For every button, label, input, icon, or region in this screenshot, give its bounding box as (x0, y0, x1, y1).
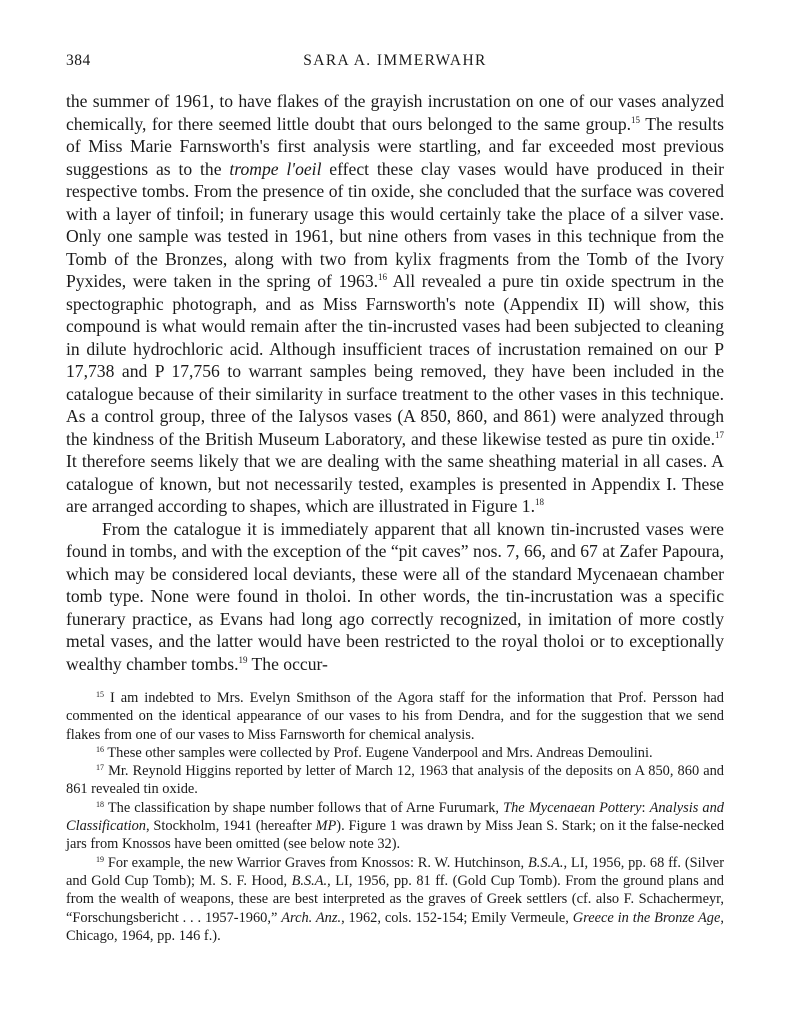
paragraph-2 (66, 518, 724, 676)
footnote-text: , Stockholm, 1941 (hereafter (145, 818, 316, 835)
footnote-ref-18: 18 (535, 497, 544, 507)
body-text (66, 90, 724, 675)
running-head (66, 52, 724, 74)
footnote-17 (66, 762, 724, 799)
text-run: The results of Miss Marie Farnsworth's first analysis were startling, and far exceeded most previous suggestions as to the (66, 113, 724, 179)
footnote-text: , 1962, cols. 152-154; Emily Vermeule, (341, 909, 573, 926)
footnote-18 (66, 799, 724, 854)
italic-phrase: trompe l'oeil (229, 158, 322, 179)
italic-title: The Mycenaean Pottery (503, 799, 642, 816)
running-title: SARA A. IMMERWAHR (303, 52, 487, 69)
footnote-text: Mr. Reynold Higgins reported by letter of March 12, 1963 that analysis of the deposits on A 850, 860 and 861 revealed tin oxide. (66, 763, 724, 798)
footnote-text: For example, the new Warrior Graves from Knossos: R. W. Hutchinson, (107, 854, 528, 871)
footnote-text: : (641, 799, 650, 816)
footnote-text: , LI, 1956, pp. 68 ff. (Silver and Gold Cup Tomb); M. S. F. Hood, (66, 854, 724, 889)
footnote-ref-17: 17 (715, 429, 724, 440)
text-run: All revealed a pure tin oxide spectrum in the spectographic photograph, and as Miss Farnsworth's note (Appendix II) will show, this compound is what would remain after the tin-incrusted vases had been subjected to cleaning in dilute hydrochloric acid. Although insufficient traces of incrustation remained on our P 17,738 and P 17,756 to warrant samples being removed, they have been included in the catalogue because of their similarity in surface treatment to the other vases in this technique. As a control group, three of the Ialysos vases (A 850, 860, and 861) were analyzed through the kindness of the British Museum Laboratory, and these likewise tested as pure tin oxide. (66, 271, 724, 449)
italic-title: Greece in the Bronze Age (572, 909, 721, 926)
text-run: The occur- (247, 653, 328, 674)
footnotes (66, 689, 724, 945)
footnote-19 (66, 854, 724, 945)
text-run: effect these clay vases would have produced in their respective tombs. From the presence of tin oxide, she concluded that the surface was covered with a layer of tinfoil; in funerary usage this would certainly take the place of a silver vase. Only one sample was tested in 1961, but nine others from vases in this technique from the Tomb of the Bronzes, along with two from kylix fragments from the Tomb of the Ivory Pyxides, were taken in the spring of 1963. (66, 158, 724, 291)
paragraph-1 (66, 90, 724, 518)
footnote-number: 16 (96, 744, 104, 754)
footnote-text: ). Figure 1 was drawn by Miss Jean S. Stark; on it the false-necked jars from Knossos have been omitted (see below note 32). (66, 818, 725, 853)
footnote-ref-16: 16 (378, 272, 388, 282)
footnote-text: , LI, 1956, pp. 81 ff. (Gold Cup Tomb). From the ground plans and from the wealth of weapons, these are best interpreted as the graves of Greek settlers (cf. also F. Schachermeyr, “Forschungsbericht . . . 1957-1960,” (66, 872, 724, 926)
footnote-ref-15: 15 (631, 114, 641, 125)
footnote-text: The classification by shape number follows that of Arne Furumark, (107, 799, 504, 816)
footnote-15 (66, 689, 724, 744)
page (66, 52, 724, 945)
italic-title: B.S.A. (291, 872, 328, 889)
italic-title: B.S.A. (527, 854, 564, 871)
footnote-ref-19: 19 (238, 654, 248, 665)
page-number: 384 (66, 52, 91, 69)
footnote-text: These other samples were collected by Prof. Eugene Vanderpool and Mrs. Andreas Demoulini. (107, 744, 653, 761)
italic-title: Analysis and Classification (66, 799, 724, 835)
footnote-text: I am indebted to Mrs. Evelyn Smithson of the Agora staff for the information that Prof. Persson had commented on the identical appearance of our vases to his from Dendra, and for the suggestion that we send flakes from one of our vases to Miss Farnsworth for chemical analysis. (66, 690, 724, 743)
footnote-16 (66, 744, 724, 762)
footnote-number: 19 (96, 854, 104, 864)
italic-title: Arch. Anz. (281, 909, 342, 926)
footnote-number: 17 (96, 763, 104, 773)
footnote-text: , Chicago, 1964, pp. 146 f.). (66, 909, 724, 944)
footnote-number: 18 (96, 799, 104, 809)
text-run: the summer of 1961, to have flakes of the grayish incrustation on one of our vases analyzed chemically, for there seemed little doubt that ours belonged to the same group. (66, 91, 724, 134)
text-run: From the catalogue it is immediately apparent that all known tin-incrusted vases were found in tombs, and with the exception of the “pit caves” nos. 7, 66, and 67 at Zafer Papoura, which may be considered local deviants, these were all of the standard Mycenaean chamber tomb type. None were found in tholoi. In other words, the tin-incrustation was a specific funerary practice, as Evans had long ago correctly recognized, in imitation of more costly metal vases, and the latter would have been restricted to the royal tholoi or to exceptionally wealthy chamber tombs. (66, 518, 724, 674)
text-run: It therefore seems likely that we are dealing with the same sheathing material in all cases. A catalogue of known, but not necessarily tested, examples is presented in Appendix I. These are arranged according to shapes, which are illustrated in Figure 1. (66, 451, 724, 516)
italic-title: MP (315, 818, 337, 835)
footnote-number: 15 (96, 690, 104, 699)
